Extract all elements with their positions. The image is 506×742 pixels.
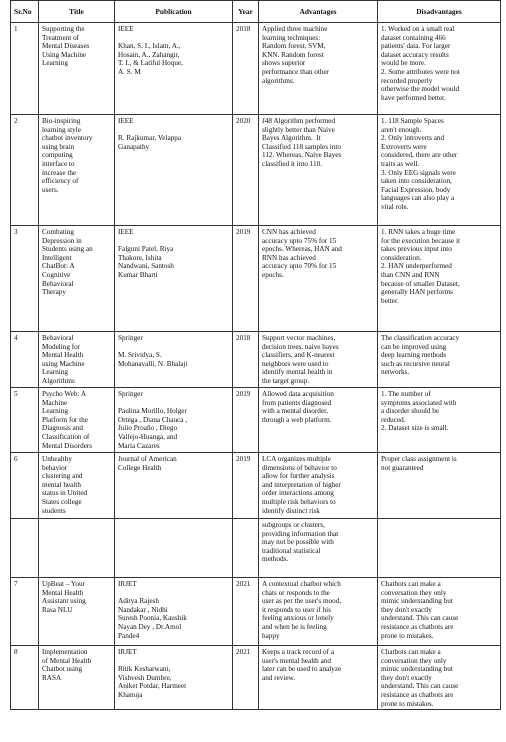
cell-text-line: algorithms. xyxy=(262,76,295,85)
cell-advantages xyxy=(259,519,378,578)
cell-sr-no: 5 xyxy=(11,388,39,453)
table-header-row xyxy=(11,1,501,23)
cell-text-line: better. xyxy=(381,296,399,305)
cell-text-line: Diagnosis and xyxy=(42,424,83,433)
cell-text-line: behavior xyxy=(42,463,68,472)
cell-text-line: LCA organizes multiple xyxy=(262,455,331,463)
cell-text-line: Supporting the xyxy=(42,25,85,33)
cell-text-line: user as per the user's mood, xyxy=(262,597,342,606)
cell-text-line: IEEE xyxy=(118,228,134,236)
cell-advantages xyxy=(259,388,378,453)
cell-disadvantages xyxy=(378,115,501,226)
cell-text-line: mimic understanding but xyxy=(381,665,453,674)
cell-text-line: learning techniques: xyxy=(262,33,321,42)
cell-text-line: shows superior xyxy=(262,59,306,68)
cell-title xyxy=(39,453,115,519)
cell-year: 2021 xyxy=(233,578,259,646)
cell-text-line: considered, there are other xyxy=(381,151,458,160)
cell-text-line: Learning xyxy=(42,368,68,377)
cell-text-line: Unhealthy xyxy=(42,455,72,463)
cell-text-line: Therapy xyxy=(42,288,66,297)
cell-text-line: Khanuja xyxy=(118,690,143,699)
cell-text-line: conversation they only xyxy=(381,588,447,597)
cell-text-line: Combating xyxy=(42,228,74,236)
cell-text-line: takes previous input into xyxy=(381,245,452,254)
cell-year: 2019 xyxy=(233,226,259,332)
cell-text-line: Aditya Rajesh xyxy=(118,597,159,606)
cell-text-line: Mental Disorders xyxy=(42,441,93,450)
cell-disadvantages xyxy=(378,646,501,710)
cell-text-line: IRJET xyxy=(118,648,137,656)
table-row xyxy=(11,519,501,578)
cell-text-line: computing xyxy=(42,151,73,160)
cell-advantages xyxy=(259,23,378,115)
cell-text-line: Thakore, Ishita xyxy=(118,253,162,262)
cell-text-line xyxy=(118,343,229,352)
cell-text-line: Proper class assignment is xyxy=(381,455,457,463)
cell-text-line: 1. Worked on a small real xyxy=(381,25,455,33)
cell-text-line: Chatbots can make a xyxy=(381,580,441,588)
cell-year: 2020 xyxy=(233,115,259,226)
cell-text-line: Mental Health xyxy=(42,351,84,360)
cell-text-line xyxy=(118,34,229,43)
cell-text-line: IRJET xyxy=(118,580,137,588)
cell-advantages xyxy=(259,646,378,710)
cell-text-line: from patients diagnosed xyxy=(262,398,332,407)
cell-text-line: because of smaller Dataset, xyxy=(381,279,460,288)
cell-text-line: Bayes Algorithm. It xyxy=(262,134,321,143)
cell-text-line: resistance as chatbots are xyxy=(381,622,454,631)
cell-text-line: Springer xyxy=(118,334,143,342)
table-row xyxy=(11,332,501,388)
cell-text-line: networks. xyxy=(381,368,410,377)
cell-text-line: epochs. Whereas, HAN and xyxy=(262,245,342,254)
cell-text-line: using brain xyxy=(42,142,75,151)
cell-publication xyxy=(115,519,233,578)
table-body xyxy=(11,23,501,710)
cell-text-line: efficiency of xyxy=(42,177,79,186)
cell-text-line: Suresh Poonia, Kaushik xyxy=(118,614,187,623)
cell-text-line: Paulina Morillo, Holger xyxy=(118,407,187,416)
cell-text-line: Mental Diseases xyxy=(42,42,90,51)
cell-text-line: IEEE xyxy=(118,117,134,125)
cell-text-line: Classification of xyxy=(42,432,90,441)
cell-text-line: Bio-inspiring xyxy=(42,117,81,125)
cell-text-line: Behavioral xyxy=(42,334,74,342)
cell-text-line: Mohanavalli, N. Bhalaji xyxy=(118,359,188,368)
cell-text-line: 112. Whereas, Naive Bayes xyxy=(262,151,342,160)
cell-publication xyxy=(115,23,233,115)
cell-text-line: prone to mistakes. xyxy=(381,699,434,708)
cell-text-line: they don't exactly xyxy=(381,673,432,682)
cell-text-line: may not be possible with xyxy=(262,538,334,547)
cell-text-line: and when he is feeling xyxy=(262,622,327,631)
cell-text-line: Aniket Potdar, Harmeet xyxy=(118,682,187,691)
cell-text-line: Nandakar , Nidhi xyxy=(118,605,168,614)
cell-title xyxy=(39,388,115,453)
cell-advantages xyxy=(259,332,378,388)
cell-text-line: methods. xyxy=(262,555,289,564)
header-publication: Publication xyxy=(115,1,233,23)
cell-text-line: traditional statistical xyxy=(262,546,321,555)
header-year: Year xyxy=(233,1,259,23)
cell-text-line: Allowed data acquisition xyxy=(262,390,334,398)
cell-text-line: symptoms associated with xyxy=(381,398,457,407)
cell-text-line: Hosain, A., Zahangir, xyxy=(118,50,180,59)
cell-text-line: user's mental health and xyxy=(262,656,331,665)
cell-text-line: A contextual chatbot which xyxy=(262,580,341,588)
cell-sr-no: 4 xyxy=(11,332,39,388)
cell-text-line: Random forest, SVM, xyxy=(262,42,326,51)
cell-text-line: Journal of American xyxy=(118,455,177,463)
cell-text-line: 2. HAN underperformed xyxy=(381,262,452,271)
cell-text-line: Ortega , Diana Chauca , xyxy=(118,415,188,424)
cell-text-line: 1. The number of xyxy=(381,390,431,398)
cell-text-line: generally HAN performs xyxy=(381,288,453,297)
cell-text-line: prone to mistakes. xyxy=(381,631,434,640)
cell-text-line: accuracy upto 75% for 15 xyxy=(262,236,337,245)
cell-title xyxy=(39,115,115,226)
cell-text-line: RNN has achieved xyxy=(262,253,316,262)
cell-text-line: can be improved using xyxy=(381,342,447,351)
cell-text-line: for the execution because it xyxy=(381,236,461,245)
cell-text-line: States college xyxy=(42,497,82,506)
cell-text-line xyxy=(118,657,229,666)
cell-text-line: subgroups or clusters, xyxy=(262,521,325,529)
cell-year: 2018 xyxy=(233,23,259,115)
cell-title xyxy=(39,226,115,332)
cell-disadvantages xyxy=(378,453,501,519)
cell-text-line: and interpretation of higher xyxy=(262,480,341,489)
cell-text-line: users. xyxy=(42,185,59,194)
cell-text-line: Cognitive xyxy=(42,270,71,279)
cell-text-line: Support vector machines, xyxy=(262,334,336,342)
header-title: Title xyxy=(39,1,115,23)
cell-text-line: Learning xyxy=(42,407,68,416)
cell-text-line: Vallejo-Huanga, and xyxy=(118,432,178,441)
cell-text-line: multiple risk behaviors to xyxy=(262,497,336,506)
cell-text-line: conversation they only xyxy=(381,656,447,665)
cell-sr-no: 1 xyxy=(11,23,39,115)
cell-text-line: Ganapathy xyxy=(118,142,150,151)
cell-text-line: vital role. xyxy=(381,202,409,211)
cell-text-line: classified it into 110. xyxy=(262,159,323,168)
cell-text-line: Modeling for xyxy=(42,342,81,351)
table-row xyxy=(11,23,501,115)
cell-text-line: M. Srividya, S. xyxy=(118,351,162,360)
cell-text-line: and review. xyxy=(262,673,296,682)
cell-text-line: otherwise the model would xyxy=(381,85,460,94)
cell-text-line: Julio Proaño , Diego xyxy=(118,424,178,433)
cell-text-line: later can be used to analyze xyxy=(262,665,342,674)
cell-advantages xyxy=(259,453,378,519)
cell-text-line xyxy=(118,589,229,598)
header-advantages: Advantages xyxy=(259,1,378,23)
cell-text-line: Implementation xyxy=(42,648,88,656)
cell-text-line: Using Machine xyxy=(42,50,87,59)
cell-advantages xyxy=(259,115,378,226)
cell-text-line: happy xyxy=(262,631,280,640)
cell-text-line: Behavioral xyxy=(42,279,74,288)
cell-text-line: 2. Some attributes were not xyxy=(381,67,460,76)
cell-text-line: languages can also play a xyxy=(381,194,455,203)
cell-text-line: epochs. xyxy=(262,270,284,279)
cell-text-line: through a web platform. xyxy=(262,415,332,424)
cell-publication xyxy=(115,332,233,388)
cell-text-line: Psycho Web: A xyxy=(42,390,87,398)
header-sr-no: Sr.No xyxy=(11,1,39,23)
cell-title xyxy=(39,332,115,388)
table-row xyxy=(11,226,501,332)
cell-text-line: 1. RNN takes a huge time xyxy=(381,228,456,236)
table-row xyxy=(11,453,501,519)
cell-text-line: performance than other xyxy=(262,67,330,76)
cell-text-line: feeling anxious or lonely xyxy=(262,614,334,623)
cell-text-line: 3. Only EEG signals were xyxy=(381,168,456,177)
cell-year: 2019 xyxy=(233,388,259,453)
cell-text-line: ChatBot: A xyxy=(42,262,75,271)
cell-text-line: College Health xyxy=(118,463,162,472)
cell-disadvantages xyxy=(378,332,501,388)
cell-text-line: mimic understanding but xyxy=(381,597,453,606)
cell-text-line: T. I., & Latiful Hoque, xyxy=(118,59,183,68)
cell-text-line: Keeps a track record of a xyxy=(262,648,335,656)
cell-text-line: Pande4 xyxy=(118,631,140,640)
cell-text-line: R. Rajkumar, Velappa xyxy=(118,134,182,143)
cell-text-line: increase the xyxy=(42,168,77,177)
cell-sr-no: 8 xyxy=(11,646,39,710)
cell-text-line: 1. 118 Sample Spaces xyxy=(381,117,444,125)
cell-text-line: chats or responds to the xyxy=(262,588,330,597)
cell-text-line: dimensions of behavior to xyxy=(262,463,337,472)
cell-text-line: A. S. M xyxy=(118,67,141,76)
literature-survey-table xyxy=(10,0,501,710)
cell-text-line: Extroverts were xyxy=(381,142,427,151)
cell-text-line: classifiers, and K-nearest xyxy=(262,351,335,360)
cell-text-line: not guaranteed xyxy=(381,463,424,472)
cell-publication xyxy=(115,226,233,332)
cell-text-line: interface to xyxy=(42,159,75,168)
cell-text-line: than CNN and RNN xyxy=(381,270,440,279)
cell-text-line: Platform for the xyxy=(42,415,88,424)
cell-publication xyxy=(115,388,233,453)
cell-text-line: mental health xyxy=(42,480,81,489)
cell-year xyxy=(233,519,259,578)
header-disadvantages: Disadvantages xyxy=(378,1,501,23)
cell-disadvantages xyxy=(378,388,501,453)
cell-text-line: learning style xyxy=(42,125,81,134)
cell-text-line: chatbot inventory xyxy=(42,134,93,143)
cell-text-line xyxy=(118,399,229,408)
cell-text-line: Chatbots can make a xyxy=(381,648,441,656)
cell-text-line: UpBeat – Your xyxy=(42,580,85,588)
cell-year: 2019 xyxy=(233,453,259,519)
cell-text-line: Assistant using xyxy=(42,597,86,606)
research-comparison-document xyxy=(10,0,500,710)
cell-disadvantages xyxy=(378,578,501,646)
cell-text-line: reduced. xyxy=(381,415,406,424)
cell-text-line: 2. Dataset size is small. xyxy=(381,424,449,433)
cell-disadvantages xyxy=(378,23,501,115)
cell-text-line: consideration. xyxy=(381,253,422,262)
cell-text-line: accuracy upto 70% for 15 xyxy=(262,262,337,271)
cell-sr-no: 2 xyxy=(11,115,39,226)
cell-text-line: Nayan Dey , Dr.Amol xyxy=(118,622,182,631)
cell-text-line: the target group. xyxy=(262,376,310,385)
cell-text-line: KNN. Random forest xyxy=(262,50,324,59)
cell-text-line: 2. Only introverts and xyxy=(381,134,445,143)
cell-text-line: Facial Expression, body xyxy=(381,185,451,194)
cell-text-line xyxy=(118,237,229,246)
cell-text-line: recorded properly xyxy=(381,76,433,85)
cell-text-line: Rasa NLU xyxy=(42,605,73,614)
cell-sr-no: 7 xyxy=(11,578,39,646)
cell-text-line: allow for further analysis xyxy=(262,472,335,481)
cell-text-line: clustering and xyxy=(42,472,83,481)
cell-text-line: dataset containing 466 xyxy=(381,33,446,42)
cell-text-line: CNN has achieved xyxy=(262,228,316,236)
cell-text-line: neighbors were used to xyxy=(262,359,329,368)
cell-text-line: providing information that xyxy=(262,529,339,538)
cell-text-line: Machine xyxy=(42,398,68,407)
cell-sr-no: 3 xyxy=(11,226,39,332)
cell-text-line: with a mental disorder, xyxy=(262,407,328,416)
cell-text-line: identify distinct risk xyxy=(262,506,320,515)
cell-disadvantages xyxy=(378,519,501,578)
cell-text-line: Springer xyxy=(118,390,143,398)
cell-text-line: aren't enough. xyxy=(381,125,422,134)
cell-text-line: Mental Health xyxy=(42,588,84,597)
cell-publication xyxy=(115,115,233,226)
table-row xyxy=(11,578,501,646)
cell-advantages xyxy=(259,226,378,332)
cell-text-line: J48 Algorithm performed xyxy=(262,117,336,125)
cell-text-line: taken into consideration, xyxy=(381,177,452,186)
cell-text-line: Ritik Kesharwani, xyxy=(118,665,171,674)
cell-text-line: Intelligent xyxy=(42,253,72,262)
cell-text-line: Classified 118 samples into xyxy=(262,142,341,151)
cell-text-line: order interactions among xyxy=(262,489,334,498)
cell-text-line: Khan, S. I., Islam, A., xyxy=(118,42,181,51)
cell-text-line: using Machine xyxy=(42,359,85,368)
cell-title xyxy=(39,646,115,710)
cell-text-line: The classification accuracy xyxy=(381,334,460,342)
cell-year: 2018 xyxy=(233,332,259,388)
cell-text-line: a disorder should be xyxy=(381,407,440,416)
cell-text-line: decision trees, naive bayes xyxy=(262,342,339,351)
cell-text-line: it responds to user if his xyxy=(262,605,331,614)
cell-text-line: such as recursive neural xyxy=(381,359,450,368)
cell-text-line: Vishvesh Dumbre, xyxy=(118,673,172,682)
cell-text-line: identify mental health in xyxy=(262,368,333,377)
cell-text-line: understand. This can cause xyxy=(381,614,459,623)
cell-text-line: RASA xyxy=(42,673,62,682)
cell-publication xyxy=(115,453,233,519)
cell-text-line: Kumar Bharti xyxy=(118,270,158,279)
cell-year: 2021 xyxy=(233,646,259,710)
cell-text-line: traits as well. xyxy=(381,159,420,168)
cell-sr-no: 6 xyxy=(11,453,39,519)
cell-text-line: patients' data. For larger xyxy=(381,42,451,51)
cell-text-line: Applied three machine xyxy=(262,25,328,33)
table-row xyxy=(11,646,501,710)
cell-text-line: Nandwani, Santosh xyxy=(118,262,174,271)
cell-disadvantages xyxy=(378,226,501,332)
cell-text-line: have performed better. xyxy=(381,93,446,102)
cell-text-line: students xyxy=(42,506,66,515)
cell-text-line: deep learning methods xyxy=(381,351,447,360)
cell-title xyxy=(39,23,115,115)
cell-text-line: Algorithms xyxy=(42,376,75,385)
table-row xyxy=(11,115,501,226)
cell-advantages xyxy=(259,578,378,646)
cell-title xyxy=(39,578,115,646)
cell-text-line: Chatbot using xyxy=(42,665,83,674)
table-row xyxy=(11,388,501,453)
cell-text-line: Maria Cazares xyxy=(118,441,160,450)
cell-text-line xyxy=(118,126,229,135)
cell-text-line: they don't exactly xyxy=(381,605,432,614)
cell-title xyxy=(39,519,115,578)
cell-text-line: Learning xyxy=(42,59,68,68)
cell-text-line: Falguni Patel, Riya xyxy=(118,245,174,254)
cell-text-line: Depression in xyxy=(42,236,82,245)
cell-text-line: dataset accuracy results xyxy=(381,50,449,59)
cell-text-line: understand. This can cause xyxy=(381,682,459,691)
cell-text-line: Students using an xyxy=(42,245,93,254)
cell-text-line: of Mental Health xyxy=(42,656,92,665)
cell-sr-no xyxy=(11,519,39,578)
cell-text-line: status in United xyxy=(42,489,88,498)
cell-text-line: Treatment of xyxy=(42,33,80,42)
cell-publication xyxy=(115,578,233,646)
cell-text-line: resistance as chatbots are xyxy=(381,690,454,699)
cell-text-line: IEEE xyxy=(118,25,134,33)
cell-publication xyxy=(115,646,233,710)
cell-text-line: would be more. xyxy=(381,59,426,68)
cell-text-line: slightly better than Naive xyxy=(262,125,335,134)
